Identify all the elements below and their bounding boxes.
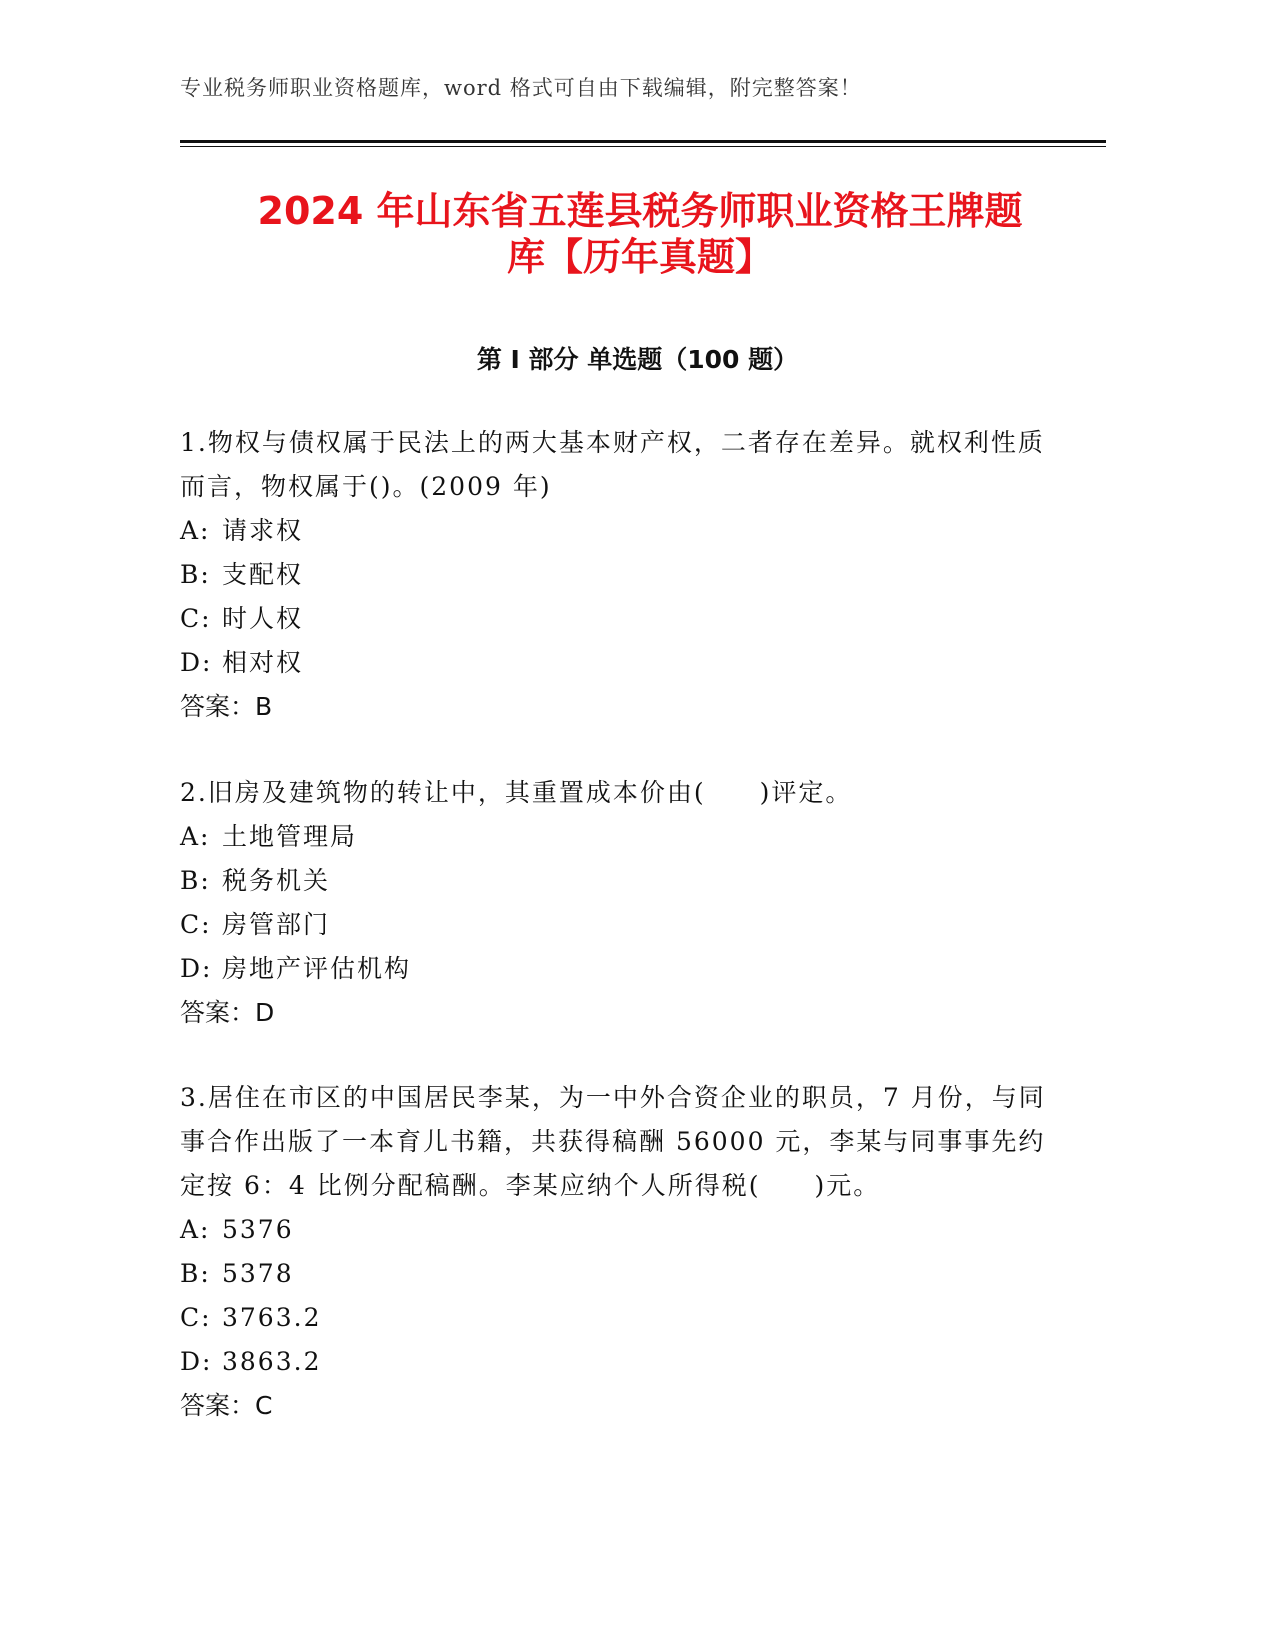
question-stem: 3.居住在市区的中国居民李某，为一中外合资企业的职员，7 月份，与同事合作出版了一本育儿书籍，共获得稿酬 56000 元，李某与同事事先约定按 6：4 比例分配稿酬。李某应纳个人所得税( )元。 bbox=[180, 1083, 1046, 1200]
option-d bbox=[180, 1340, 1050, 1384]
title-line-2: 库【历年真题】 bbox=[506, 235, 773, 279]
answer-line: 答案：B bbox=[180, 692, 273, 721]
option-letter: C: bbox=[180, 1303, 212, 1332]
option-text: 支配权 bbox=[222, 560, 304, 589]
option-letter: D: bbox=[180, 648, 213, 677]
option-text: 税务机关 bbox=[222, 866, 331, 895]
option-c bbox=[180, 597, 1050, 641]
question-2 bbox=[180, 771, 1050, 1035]
option-letter: C: bbox=[180, 604, 212, 633]
header-rule-thick bbox=[180, 140, 1106, 143]
question-1 bbox=[180, 421, 1050, 729]
option-d bbox=[180, 947, 1050, 991]
question-stem: 2.旧房及建筑物的转让中，其重置成本价由( )评定。 bbox=[180, 778, 853, 807]
option-a bbox=[180, 815, 1050, 859]
option-b bbox=[180, 859, 1050, 903]
option-text: 相对权 bbox=[222, 648, 304, 677]
option-text: 5376 bbox=[222, 1215, 294, 1244]
option-letter: B: bbox=[180, 1259, 211, 1288]
option-letter: B: bbox=[180, 560, 211, 589]
option-c bbox=[180, 1296, 1050, 1340]
option-text: 时人权 bbox=[222, 604, 304, 633]
option-a bbox=[180, 509, 1050, 553]
option-text: 房管部门 bbox=[222, 910, 331, 939]
option-text: 请求权 bbox=[222, 516, 304, 545]
option-d bbox=[180, 641, 1050, 685]
page-header: 专业税务师职业资格题库，word 格式可自由下载编辑，附完整答案！ bbox=[180, 76, 862, 100]
option-c bbox=[180, 903, 1050, 947]
option-b bbox=[180, 1252, 1050, 1296]
option-text: 3863.2 bbox=[222, 1347, 322, 1376]
option-a bbox=[180, 1208, 1050, 1252]
question-3 bbox=[180, 1076, 1050, 1428]
title-line-1: 2024 年山东省五莲县税务师职业资格王牌题 bbox=[257, 189, 1023, 233]
option-letter: A: bbox=[180, 822, 211, 851]
answer-line: 答案：C bbox=[180, 1391, 273, 1420]
answer-line: 答案：D bbox=[180, 998, 275, 1027]
section-heading: 第 I 部分 单选题（100 题） bbox=[476, 345, 799, 374]
option-letter: D: bbox=[180, 954, 213, 983]
question-stem: 1.物权与债权属于民法上的两大基本财产权，二者存在差异。就权利性质而言，物权属于()。(2009 年) bbox=[180, 428, 1045, 501]
option-letter: D: bbox=[180, 1347, 213, 1376]
option-text: 土地管理局 bbox=[222, 822, 358, 851]
option-b bbox=[180, 553, 1050, 597]
option-text: 5378 bbox=[222, 1259, 294, 1288]
option-letter: A: bbox=[180, 516, 211, 545]
option-text: 房地产评估机构 bbox=[222, 954, 412, 983]
document-title bbox=[160, 188, 1120, 280]
option-letter: B: bbox=[180, 866, 211, 895]
option-letter: A: bbox=[180, 1215, 211, 1244]
header-rule-thin bbox=[180, 146, 1106, 147]
option-text: 3763.2 bbox=[222, 1303, 322, 1332]
option-letter: C: bbox=[180, 910, 212, 939]
